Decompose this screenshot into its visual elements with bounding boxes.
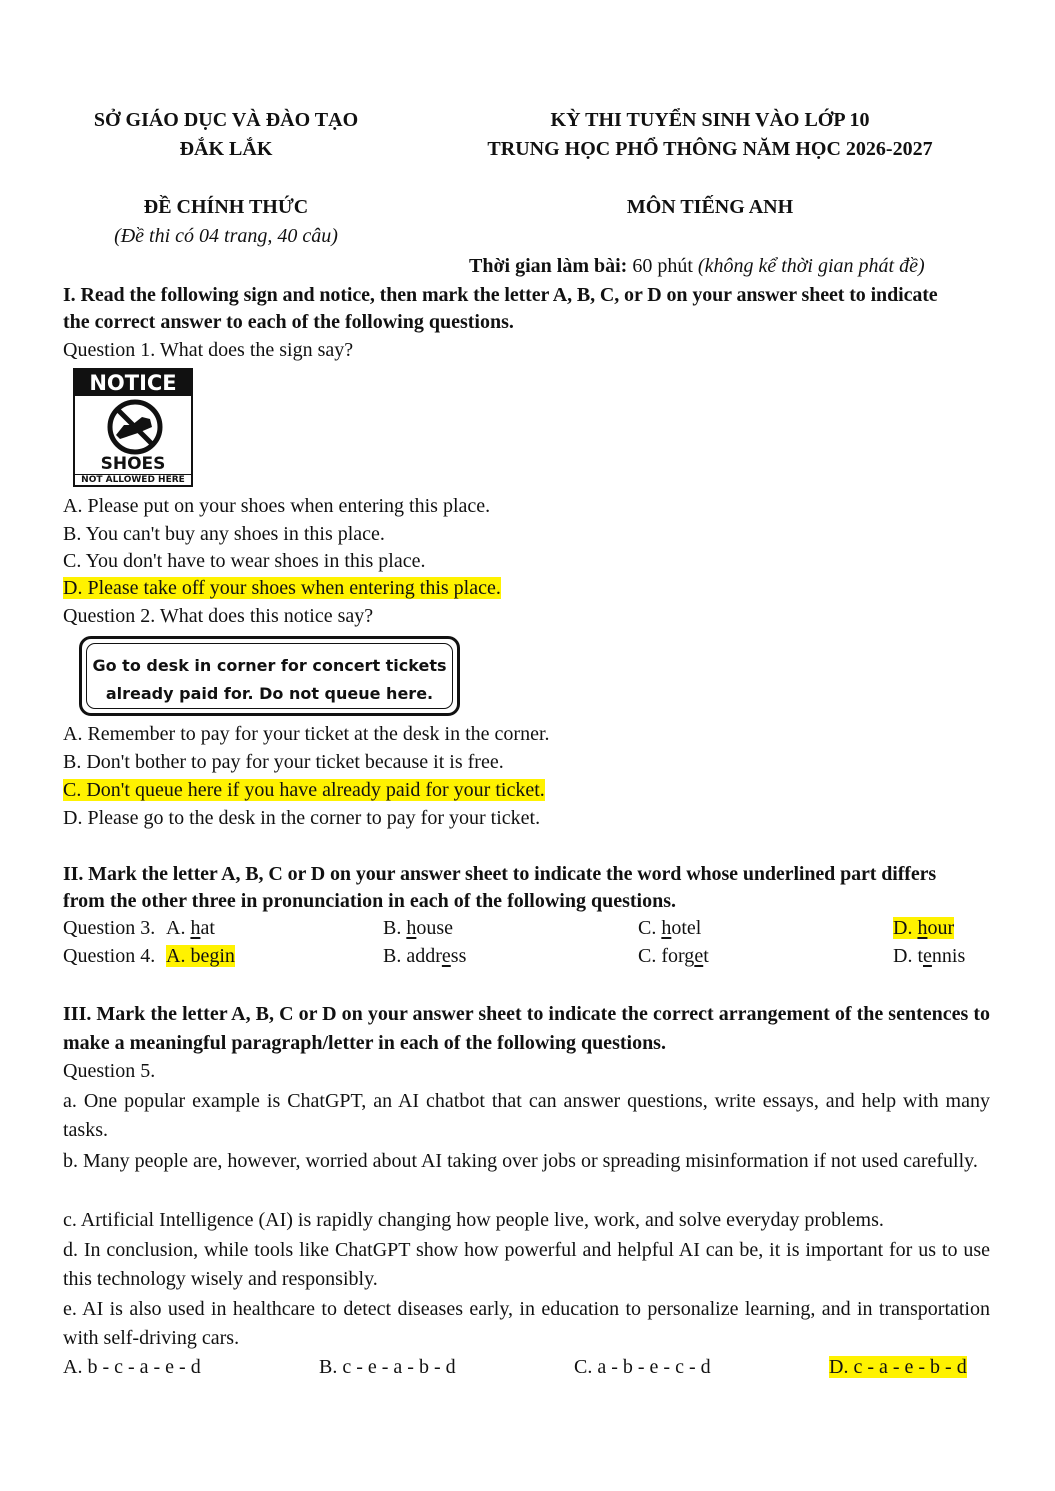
q3-c-pre: C. — [638, 917, 662, 939]
q4-b-pre: B. addr — [383, 945, 442, 967]
q4-d-underlined: e — [923, 945, 932, 967]
time-note: (không kể thời gian phát đề) — [697, 255, 925, 277]
q2-option-a: A. Remember to pay for your ticket at the desk in the corner. — [63, 723, 550, 745]
q4-d-post: nnis — [931, 945, 966, 967]
q4-option-a-answer — [166, 945, 235, 968]
q2-prompt: Question 2. What does this notice say? — [63, 605, 374, 627]
q4-a-post: in — [219, 945, 235, 967]
q5-answer-highlight: D. c - a - e - b - d — [829, 1356, 967, 1378]
official-label: ĐỀ CHÍNH THỨC — [143, 196, 309, 218]
time-line — [469, 255, 925, 278]
q1-option-d-answer — [63, 577, 501, 600]
q3-a-underlined: h — [190, 917, 201, 939]
q2-option-d: D. Please go to the desk in the corner to pay for your ticket. — [63, 807, 541, 829]
sign-notice-text: NOTICE — [75, 370, 191, 396]
q3-label: Question 3. — [63, 917, 156, 939]
q5-option-b: B. c - e - a - b - d — [319, 1356, 456, 1378]
q5-sentence-b: b. Many people are, however, worried about AI taking over jobs or spreading misinformation if not used carefully. — [63, 1150, 978, 1172]
q3-d-pre: D. — [893, 917, 918, 939]
q4-answer-highlight — [166, 945, 235, 967]
q3-b-pre: B. — [383, 917, 407, 939]
concert-notice-box — [79, 636, 460, 716]
q3-c-underlined: h — [661, 917, 672, 939]
q1-answer-highlight: D. Please take off your shoes when entering this place. — [63, 577, 501, 599]
q5-sentence-a: a. One popular example is ChatGPT, an AI chatbot that can answer questions, write essays, and help with many tasks. — [63, 1090, 990, 1141]
q1-option-c: C. You don't have to wear shoes in this place. — [63, 550, 426, 572]
q3-d-post: our — [927, 917, 955, 939]
q3-answer-highlight — [893, 917, 954, 939]
q5-sentence-d: d. In conclusion, while tools like ChatGPT show how powerful and helpful AI can be, it is important for us to use this technology wisely and responsibly. — [63, 1239, 990, 1290]
q5-sentence-c: c. Artificial Intelligence (AI) is rapidly changing how people live, work, and solve everyday problems. — [63, 1209, 884, 1231]
exam-title: KỲ THI TUYỂN SINH VÀO LỚP 10 — [550, 109, 870, 131]
q3-d-underlined: h — [917, 917, 928, 939]
q2-option-b: B. Don't bother to pay for your ticket because it is free. — [63, 751, 504, 773]
exam-year: TRUNG HỌC PHỔ THÔNG NĂM HỌC 2026-2027 — [487, 138, 933, 160]
section1-title-2: the correct answer to each of the following questions. — [63, 311, 514, 333]
q4-option-b — [383, 945, 466, 968]
q4-a-underlined: g — [209, 945, 220, 967]
q3-b-post: ouse — [416, 917, 454, 939]
q5-option-d-answer — [829, 1356, 967, 1379]
q5-option-c: C. a - b - e - c - d — [574, 1356, 711, 1378]
q3-option-a — [166, 917, 215, 940]
q4-a-pre: A. be — [166, 945, 210, 967]
q1-option-a: A. Please put on your shoes when entering this place. — [63, 495, 491, 517]
q4-b-underlined: e — [441, 945, 451, 967]
q4-c-pre: C. forg — [638, 945, 695, 967]
time-label: Thời gian làm bài: — [469, 255, 628, 277]
q4-b-post: ss — [450, 945, 467, 967]
q3-c-post: otel — [671, 917, 702, 939]
notice-line-2: already paid for. Do not queue here. — [105, 684, 434, 703]
q4-c-underlined: e — [694, 945, 704, 967]
sign-not-allowed-text: NOT ALLOWED HERE — [75, 474, 191, 486]
q1-option-b: B. You can't buy any shoes in this place. — [63, 523, 385, 545]
q3-b-underlined: h — [406, 917, 417, 939]
q4-d-pre: D. t — [893, 945, 923, 967]
section2-title-1: II. Mark the letter A, B, C or D on your answer sheet to indicate the word whose underlined part differs — [63, 863, 937, 885]
no-shoes-icon — [102, 399, 168, 455]
time-value: 60 phút — [632, 255, 693, 277]
dept-name: SỞ GIÁO DỤC VÀ ĐÀO TẠO — [93, 109, 359, 131]
q4-option-d — [893, 945, 965, 968]
section2-title-2: from the other three in pronunciation in each of the following questions. — [63, 890, 676, 912]
concert-notice-inner — [86, 643, 453, 709]
subject-label: MÔN TIẾNG ANH — [626, 196, 794, 218]
q5-sentence-e: e. AI is also used in healthcare to detect diseases early, in education to personalize learning, and in transportation with self-driving cars. — [63, 1298, 990, 1349]
pages-note: (Đề thi có 04 trang, 40 câu) — [114, 225, 338, 247]
sign-shoes-text: SHOES — [100, 454, 166, 474]
q4-option-c — [638, 945, 709, 968]
q2-option-c-answer — [63, 779, 545, 802]
notice-line-1: Go to desk in corner for concert tickets — [92, 656, 447, 675]
q3-option-b — [383, 917, 453, 940]
q5-label: Question 5. — [63, 1060, 156, 1082]
q3-option-c — [638, 917, 701, 940]
q3-a-pre: A. — [166, 917, 191, 939]
q1-prompt: Question 1. What does the sign say? — [63, 339, 354, 361]
no-shoes-sign — [73, 368, 193, 487]
province-name: ĐẮK LẮK — [179, 138, 273, 160]
q2-answer-highlight: C. Don't queue here if you have already paid for your ticket. — [63, 779, 545, 801]
q4-label: Question 4. — [63, 945, 156, 967]
section3-title: III. Mark the letter A, B, C or D on your answer sheet to indicate the correct arrangement of the sentences to make a meaningful paragraph/letter in each of the following questions. — [63, 1003, 990, 1054]
section1-title-1: I. Read the following sign and notice, then mark the letter A, B, C, or D on your answer sheet to indicate — [63, 284, 938, 306]
q5-option-a: A. b - c - a - e - d — [63, 1356, 201, 1378]
q3-a-post: at — [200, 917, 215, 939]
q4-c-post: t — [703, 945, 709, 967]
q3-option-d-answer — [893, 917, 954, 940]
